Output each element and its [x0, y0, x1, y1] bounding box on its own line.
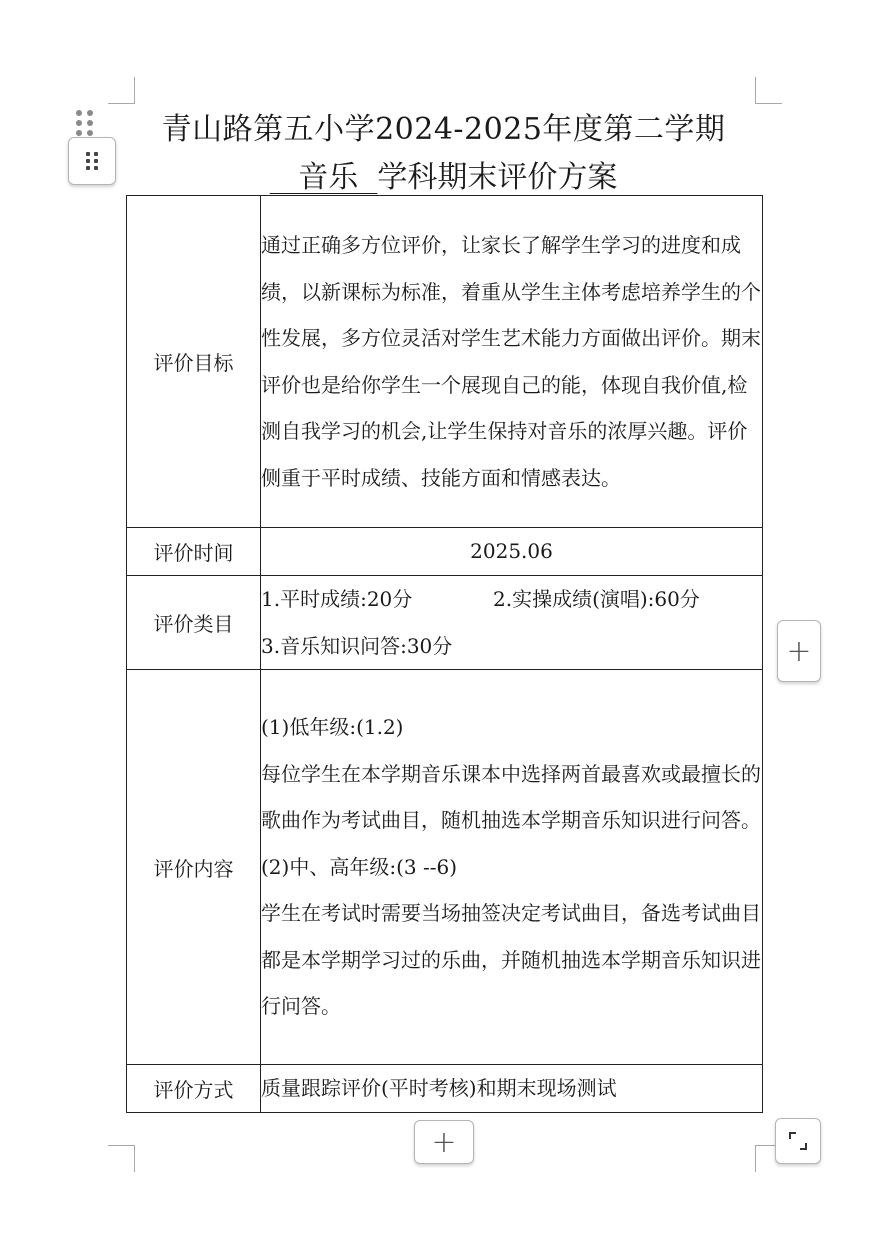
cell-category[interactable] — [261, 576, 763, 670]
category-item-3: 3.音乐知识问答:30分 — [261, 633, 453, 658]
table-row — [127, 670, 763, 1065]
row-label-category[interactable]: 评价类目 — [127, 576, 261, 670]
content-high-grade-text: 学生在考试时需要当场抽签决定考试曲目，备选考试曲目都是本学期学习过的乐曲，并随机抽选本学期音乐知识进行问答。 — [261, 901, 761, 1019]
row-label-target[interactable]: 评价目标 — [127, 196, 261, 528]
table-row — [127, 1065, 763, 1113]
content-low-grade-text: 每位学生在本学期音乐课本中选择两首最喜欢或最擅长的歌曲作为考试曲目，随机抽选本学期音乐知识进行问答。 — [261, 761, 761, 833]
plus-icon: + — [786, 633, 812, 669]
row-label-content[interactable]: 评价内容 — [127, 670, 261, 1065]
document-title: 青山路第五小学2024-2025年度第二学期 — [161, 112, 726, 147]
subject-underlined: 音乐 — [269, 160, 378, 195]
document-subtitle — [0, 152, 887, 196]
cell-method-value[interactable]: 质量跟踪评价(平时考核)和期末现场测试 — [261, 1065, 763, 1113]
page-corner-mark — [755, 77, 782, 104]
category-item-1: 1.平时成绩:20分 — [261, 587, 413, 611]
table-row — [127, 196, 763, 528]
category-item-2: 2.实操成绩(演唱):60分 — [493, 587, 700, 611]
plus-icon: + — [431, 1124, 457, 1160]
resize-corner-icon — [787, 1130, 809, 1152]
cell-target-text[interactable]: 通过正确多方位评价，让家长了解学生学习的进度和成绩，以新课标为标准，着重从学生主体考虑培养学生的个性发展，多方位灵活对学生艺术能力方面做出评价。期末评价也是给你学生一个展现自己的能，体现自我价值,检测自我学习的机会,让学生保持对音乐的浓厚兴趣。评价侧重于平时成绩、技能方面和情感表达。 — [261, 196, 763, 528]
cell-time-value[interactable]: 2025.06 — [261, 528, 763, 576]
cell-content[interactable] — [261, 670, 763, 1065]
table-row — [127, 576, 763, 670]
subtitle-rest: 学科期末评价方案 — [377, 160, 618, 195]
content-high-grade-title: (2)中、高年级:(3 --6) — [261, 854, 457, 879]
row-label-time[interactable]: 评价时间 — [127, 528, 261, 576]
add-column-button[interactable] — [777, 620, 821, 682]
resize-table-button[interactable] — [775, 1118, 821, 1164]
page-corner-mark — [108, 1145, 135, 1172]
add-row-button[interactable] — [414, 1120, 474, 1164]
content-low-grade-title: (1)低年级:(1.2) — [261, 715, 404, 740]
page-corner-mark — [108, 77, 135, 104]
table-row — [127, 528, 763, 576]
row-label-method[interactable]: 评价方式 — [127, 1065, 261, 1113]
evaluation-plan-table — [126, 195, 763, 1113]
